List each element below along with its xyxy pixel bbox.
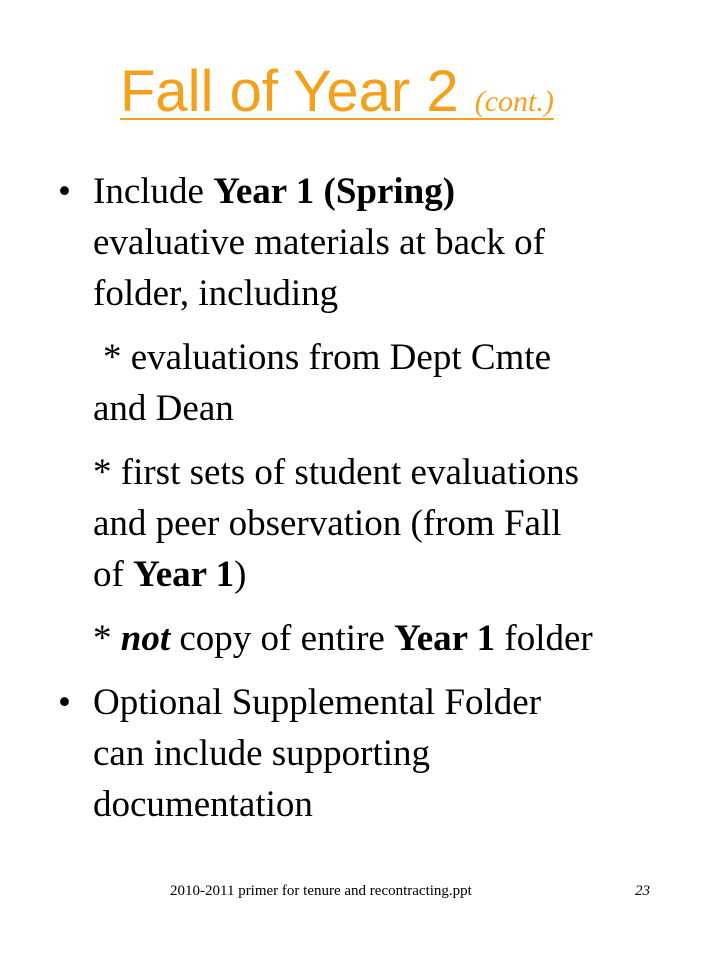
sub2-text-end: ) <box>234 554 247 595</box>
sub3-line1 <box>93 617 593 661</box>
sub3-text-e: folder <box>495 618 593 659</box>
sub3-emphasis-year: Year 1 <box>394 618 496 659</box>
bullet1-line3: folder, including <box>93 273 339 314</box>
bullet-marker: • <box>58 682 71 723</box>
slide-title-text: Fall of Year 2 <box>120 59 459 124</box>
sub3-text-c: copy of entire <box>170 618 395 659</box>
sub3-text-a: * <box>93 618 121 659</box>
bullet2-line3: documentation <box>93 784 313 825</box>
slide-title <box>120 60 554 124</box>
bullet1-text: Include <box>93 171 214 212</box>
bullet1-emphasis: Year 1 (Spring) <box>213 171 456 212</box>
sub2-text: of <box>93 554 134 595</box>
sub3-emphasis-not: not <box>120 618 171 659</box>
footer-page-number: 23 <box>635 883 650 899</box>
sub2-emphasis: Year 1 <box>133 554 235 595</box>
bullet1-line1 <box>93 170 455 214</box>
sub2-line2: and peer observation (from Fall <box>93 503 562 544</box>
bullet2-line1: Optional Supplemental Folder <box>93 682 542 723</box>
sub1-line1: * evaluations from Dept Cmte <box>103 337 552 378</box>
bullet1-line2: evaluative materials at back of <box>93 222 546 263</box>
bullet2-line2: can include supporting <box>93 733 431 774</box>
slide-title-suffix: (cont.) <box>474 85 554 118</box>
bullet-marker: • <box>58 171 71 212</box>
sub2-line1: * first sets of student evaluations <box>93 452 580 493</box>
sub2-line3 <box>93 553 246 597</box>
footer-filename: 2010-2011 primer for tenure and recontracting.ppt <box>170 883 472 899</box>
sub1-line2: and Dean <box>93 388 234 429</box>
